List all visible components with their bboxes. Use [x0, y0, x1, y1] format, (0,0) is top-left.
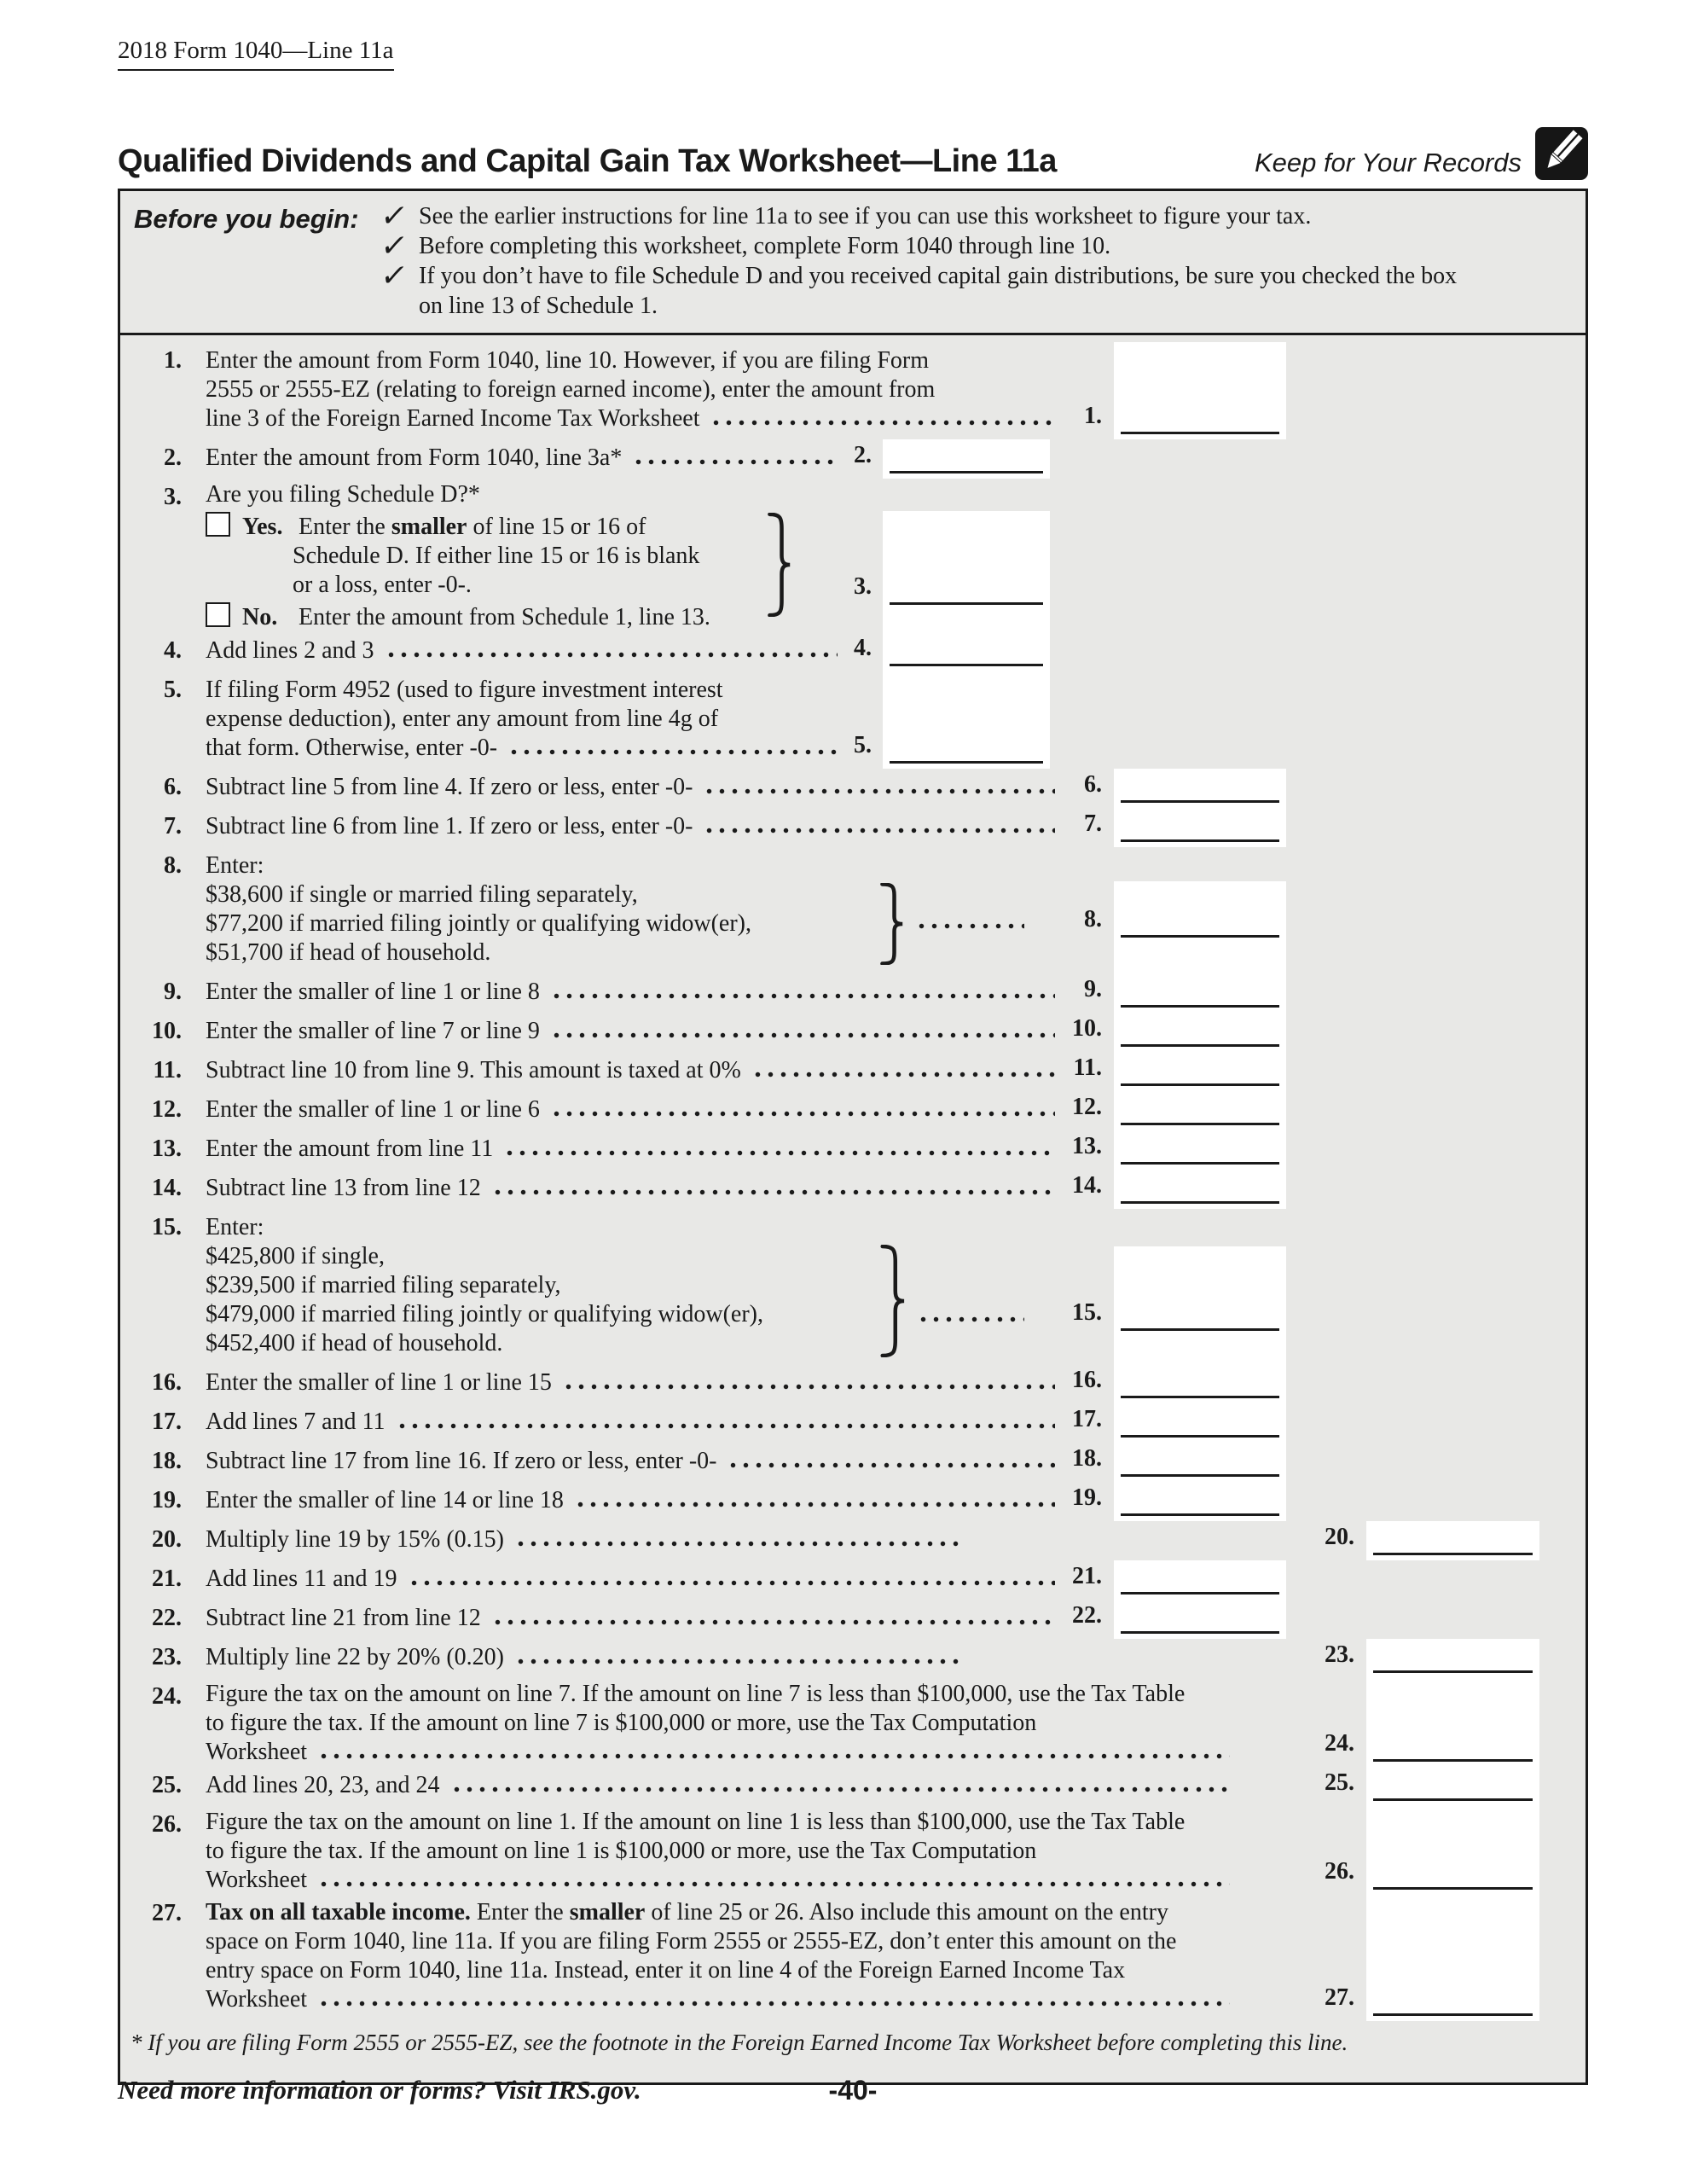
worksheet-line-6: [120, 769, 1586, 808]
entry-label: 5.: [854, 732, 872, 758]
dot-leader: [450, 1771, 1230, 1800]
line-23-amount-field[interactable]: [1366, 1639, 1539, 1678]
entry-underline: [890, 761, 1043, 764]
line-text: to figure the tax. If the amount on line 1 is $100,000 or more, use the Tax Computation: [206, 1838, 1037, 1864]
line-text: Enter the smaller of line 1 or line 15: [206, 1369, 552, 1396]
line-21-amount-field[interactable]: [1114, 1560, 1286, 1600]
line-number: 19.: [152, 1487, 182, 1513]
entry-label: 12.: [1072, 1094, 1102, 1120]
dot-leader: [562, 1368, 1055, 1397]
checkmark-icon: ✓: [378, 258, 410, 293]
dot-leader: [507, 734, 838, 763]
line-16-amount-field[interactable]: [1114, 1364, 1286, 1403]
page-number: -40-: [828, 2075, 878, 2106]
entry-label: 21.: [1072, 1563, 1102, 1589]
line-text: Enter the amount from line 11: [206, 1136, 494, 1162]
line-text: Worksheet: [206, 1986, 308, 2013]
line-text: Subtract line 10 from line 9. This amount is taxed at 0%: [206, 1057, 741, 1083]
checklist-item-text: Before completing this worksheet, complete Form 1040 through line 10.: [419, 233, 1111, 259]
worksheet-line-15: [120, 1209, 1586, 1364]
line-number: 11.: [153, 1057, 182, 1083]
dot-leader: [317, 1866, 1230, 1895]
worksheet-line-1: [120, 342, 1586, 439]
before-checklist: [378, 199, 1577, 321]
line-number: 22.: [152, 1605, 182, 1631]
checkmark-icon: ✓: [378, 229, 410, 263]
entry-label: 25.: [1325, 1769, 1354, 1796]
worksheet-line-4: [120, 632, 1586, 671]
line-text: that form. Otherwise, enter -0-: [206, 735, 498, 761]
entry-label: 8.: [1084, 906, 1102, 932]
entry-label: 16.: [1072, 1367, 1102, 1393]
curly-brace: [878, 1245, 906, 1357]
line-text: Tax on all taxable income. Enter the smaller of line 25 or 26. Also include this amount on the entry: [206, 1899, 1168, 1926]
line-1-amount-field[interactable]: [1114, 342, 1286, 439]
form-reference-header: 2018 Form 1040—Line 11a: [118, 36, 394, 71]
amount-option: $239,500 if married filing separately,: [206, 1272, 561, 1298]
curly-brace: [878, 883, 904, 965]
worksheet-line-17: [120, 1403, 1586, 1443]
yes-checkbox[interactable]: [206, 512, 230, 537]
worksheet-line-14: [120, 1170, 1586, 1209]
entry-underline: [1121, 1396, 1279, 1398]
entry-underline: [1373, 1887, 1533, 1890]
keep-for-records-note: Keep for Your Records: [1254, 148, 1522, 177]
dot-leader: [917, 1314, 1024, 1327]
line-number: 7.: [164, 813, 182, 839]
line-6-amount-field[interactable]: [1114, 769, 1286, 808]
amount-option: $77,200 if married filing jointly or qualifying widow(er),: [206, 910, 751, 937]
checklist-item-continued: [381, 291, 1577, 321]
pencil-icon: [1535, 127, 1588, 180]
worksheet-line-8: [120, 847, 1586, 973]
entry-label: 17.: [1072, 1406, 1102, 1432]
entry-underline: [1373, 1798, 1533, 1801]
line-4-amount-field[interactable]: [883, 632, 1050, 671]
entry-underline: [890, 471, 1043, 473]
worksheet-line-5: [120, 671, 1586, 769]
entry-underline: [1121, 1474, 1279, 1477]
entry-label: 22.: [1072, 1602, 1102, 1629]
line-text: Multiply line 19 by 15% (0.15): [206, 1526, 504, 1553]
line-19-amount-field[interactable]: [1114, 1482, 1286, 1521]
dot-leader: [703, 812, 1055, 841]
amount-option: $51,700 if head of household.: [206, 939, 491, 966]
line-14-amount-field[interactable]: [1114, 1170, 1286, 1209]
entry-underline: [1121, 1044, 1279, 1047]
entry-label: 23.: [1325, 1641, 1354, 1668]
worksheet-line-7: [120, 808, 1586, 847]
worksheet-line-27: [120, 1895, 1586, 2021]
no-option-label: No.: [242, 604, 278, 630]
line-3-amount-field[interactable]: [883, 511, 1050, 632]
curly-brace: [766, 513, 791, 617]
no-option-text: Enter the amount from Schedule 1, line 13.: [299, 604, 710, 630]
dot-leader: [915, 921, 1024, 934]
checklist-item-text: See the earlier instructions for line 11a to see if you can use this worksheet to figure your tax.: [419, 203, 1312, 229]
entry-label: 2.: [854, 442, 872, 468]
entry-label: 10.: [1072, 1015, 1102, 1042]
line-text: Subtract line 17 from line 16. If zero or less, enter -0-: [206, 1448, 717, 1474]
line-number: 8.: [164, 852, 182, 879]
line-number: 9.: [164, 979, 182, 1005]
checklist-item-text: on line 13 of Schedule 1.: [419, 293, 658, 319]
line-22-amount-field[interactable]: [1114, 1600, 1286, 1639]
dot-leader: [574, 1486, 1055, 1515]
line-text: Subtract line 5 from line 4. If zero or less, enter -0-: [206, 774, 693, 800]
entry-underline: [1121, 1513, 1279, 1516]
amount-option: $38,600 if single or married filing separately,: [206, 881, 638, 908]
line-text: Enter the smaller of line 14 or line 18: [206, 1487, 564, 1513]
dot-leader: [550, 1017, 1055, 1046]
checkmark-icon: ✓: [378, 199, 410, 233]
worksheet-line-21: [120, 1560, 1586, 1600]
dot-leader: [751, 1056, 1055, 1085]
line-text: Enter the smaller of line 1 or line 8: [206, 979, 540, 1005]
line-text: Subtract line 13 from line 12: [206, 1175, 481, 1201]
line-text: Enter the amount from Form 1040, line 3a*: [206, 444, 623, 471]
line-text: Worksheet: [206, 1867, 308, 1893]
entry-underline: [1373, 2013, 1533, 2016]
worksheet-line-25: [120, 1767, 1586, 1806]
worksheet-line-20: [120, 1521, 1586, 1560]
worksheet-line-3: [120, 479, 1586, 632]
yes-option-text: Enter the smaller of line 15 or 16 of: [299, 514, 646, 540]
line-text: Figure the tax on the amount on line 1. If the amount on line 1 is less than $100,000, use the Tax Table: [206, 1809, 1186, 1835]
entry-underline: [890, 664, 1043, 666]
yes-option-text: Schedule D. If either line 15 or 16 is blank: [293, 543, 700, 569]
line-text: Worksheet: [206, 1739, 308, 1765]
dot-leader: [385, 636, 838, 665]
entry-underline: [1121, 1005, 1279, 1008]
worksheet-line-13: [120, 1130, 1586, 1170]
dot-leader: [514, 1643, 965, 1672]
worksheet-lines: [120, 335, 1586, 2082]
checklist-item-text: If you don’t have to file Schedule D and you received capital gain distributions, be sure you checked the box: [419, 263, 1458, 289]
line-number: 5.: [164, 677, 182, 703]
entry-label: 9.: [1084, 976, 1102, 1002]
entry-underline: [890, 602, 1043, 605]
asterisk-footnote: * If you are filing Form 2555 or 2555-EZ, see the footnote in the Foreign Earned Income Tax Worksheet before completing this line.: [130, 2030, 1348, 2055]
line-text: expense deduction), enter any amount from line 4g of: [206, 706, 719, 732]
line-text: Add lines 20, 23, and 24: [206, 1772, 440, 1798]
entry-underline: [1121, 839, 1279, 842]
entry-underline: [1373, 1670, 1533, 1673]
checklist-item: [378, 258, 1577, 293]
line-7-amount-field[interactable]: [1114, 808, 1286, 847]
line-text: to figure the tax. If the amount on line 7 is $100,000 or more, use the Tax Computation: [206, 1710, 1037, 1736]
line-number: 14.: [152, 1175, 182, 1201]
line-text: Subtract line 21 from line 12: [206, 1605, 481, 1631]
entry-label: 27.: [1325, 1984, 1354, 2011]
line-13-amount-field[interactable]: [1114, 1130, 1286, 1170]
checklist-item: [378, 229, 1577, 263]
entry-underline: [1121, 1631, 1279, 1634]
line-text: If filing Form 4952 (used to figure investment interest: [206, 677, 723, 703]
line-text: Are you filing Schedule D?*: [206, 481, 480, 508]
line-text: Add lines 7 and 11: [206, 1409, 386, 1435]
line-text: Add lines 11 and 19: [206, 1565, 397, 1592]
line-text: Enter the smaller of line 1 or line 6: [206, 1096, 540, 1123]
entry-underline: [1121, 1162, 1279, 1165]
amount-option: $452,400 if head of household.: [206, 1330, 503, 1356]
line-number: 2.: [164, 444, 182, 471]
line-number: 1.: [164, 347, 182, 374]
entry-underline: [1121, 1592, 1279, 1594]
line-18-amount-field[interactable]: [1114, 1443, 1286, 1482]
line-number: 18.: [152, 1448, 182, 1474]
entry-underline: [1373, 1759, 1533, 1762]
entry-label: 11.: [1073, 1054, 1102, 1081]
worksheet-line-12: [120, 1091, 1586, 1130]
line-text: entry space on Form 1040, line 11a. Instead, enter it on line 4 of the Foreign Earned Income Tax: [206, 1957, 1126, 1984]
line-text: Enter the amount from Form 1040, line 10. However, if you are filing Form: [206, 347, 930, 374]
line-25-amount-field[interactable]: [1366, 1767, 1539, 1806]
yes-option-label: Yes.: [242, 514, 283, 540]
dot-leader: [491, 1604, 1055, 1633]
entry-label: 3.: [854, 573, 872, 600]
dot-leader: [317, 1738, 1230, 1767]
before-you-begin-label: Before you begin:: [134, 204, 359, 234]
line-text: space on Form 1040, line 11a. If you are filing Form 2555 or 2555-EZ, don’t enter this amount on the: [206, 1928, 1177, 1955]
line-number: 25.: [152, 1772, 182, 1798]
line-text: Enter the smaller of line 7 or line 9: [206, 1018, 540, 1044]
line-number: 24.: [152, 1683, 182, 1710]
line-24-amount-field[interactable]: [1366, 1678, 1539, 1767]
entry-underline: [1373, 1553, 1533, 1555]
amount-option: $479,000 if married filing jointly or qualifying widow(er),: [206, 1301, 763, 1327]
entry-underline: [1121, 1123, 1279, 1125]
worksheet-line-16: [120, 1364, 1586, 1403]
entry-label: 7.: [1084, 810, 1102, 837]
line-text: Subtract line 6 from line 1. If zero or less, enter -0-: [206, 813, 693, 839]
line-15-amount-field[interactable]: [1114, 1246, 1286, 1364]
line-number: 6.: [164, 774, 182, 800]
worksheet-line-11: [120, 1052, 1586, 1091]
line-number: 16.: [152, 1369, 182, 1396]
entry-underline: [1121, 432, 1279, 434]
yes-option-text: or a loss, enter -0-.: [293, 572, 472, 598]
entry-label: 13.: [1072, 1133, 1102, 1159]
dot-leader: [703, 773, 1055, 802]
worksheet-line-23: [120, 1639, 1586, 1678]
line-text: Add lines 2 and 3: [206, 637, 374, 664]
line-number: 23.: [152, 1644, 182, 1670]
line-text: line 3 of the Foreign Earned Income Tax Worksheet: [206, 405, 700, 432]
worksheet-title: Qualified Dividends and Capital Gain Tax Worksheet—Line 11a: [118, 143, 1057, 179]
line-number: 3.: [164, 484, 182, 510]
line-5-amount-field[interactable]: [883, 671, 1050, 769]
dot-leader: [491, 1174, 1055, 1203]
entry-underline: [1121, 1435, 1279, 1438]
dot-leader: [317, 1985, 1230, 2014]
entry-label: 18.: [1072, 1445, 1102, 1472]
title-bar: [118, 127, 1588, 180]
entry-underline: [1121, 1083, 1279, 1086]
entry-label: 26.: [1325, 1858, 1354, 1885]
checklist-item: [378, 199, 1577, 233]
line-17-amount-field[interactable]: [1114, 1403, 1286, 1443]
dot-leader: [550, 1095, 1055, 1124]
line-26-amount-field[interactable]: [1366, 1806, 1539, 1895]
line-number: 15.: [152, 1214, 182, 1240]
worksheet-line-19: [120, 1482, 1586, 1521]
worksheet-line-9: [120, 973, 1586, 1013]
dot-leader: [503, 1135, 1055, 1164]
dot-leader: [396, 1408, 1056, 1437]
footer-info-text: Need more information or forms? Visit IRS.gov.: [118, 2075, 641, 2105]
entry-label: 6.: [1084, 771, 1102, 798]
worksheet-line-2: [120, 439, 1586, 479]
entry-label: 19.: [1072, 1484, 1102, 1511]
worksheet-line-18: [120, 1443, 1586, 1482]
dot-leader: [727, 1447, 1055, 1476]
dot-leader: [514, 1525, 965, 1554]
line-text: Multiply line 22 by 20% (0.20): [206, 1644, 504, 1670]
line-number: 13.: [152, 1136, 182, 1162]
entry-underline: [1121, 1201, 1279, 1204]
line-text: 2555 or 2555-EZ (relating to foreign earned income), enter the amount from: [206, 376, 936, 403]
entry-underline: [1121, 800, 1279, 803]
before-you-begin-section: [120, 191, 1586, 335]
entry-label: 24.: [1325, 1730, 1354, 1757]
worksheet-line-10: [120, 1013, 1586, 1052]
dot-leader: [408, 1565, 1056, 1594]
line-9-amount-field[interactable]: [1114, 973, 1286, 1013]
entry-label: 15.: [1072, 1299, 1102, 1326]
line-number: 20.: [152, 1526, 182, 1553]
line-number: 21.: [152, 1565, 182, 1592]
line-12-amount-field[interactable]: [1114, 1091, 1286, 1130]
amount-option: $425,800 if single,: [206, 1243, 385, 1269]
page-footer: [118, 2075, 1588, 2106]
line-number: 10.: [152, 1018, 182, 1044]
line-number: 27.: [152, 1900, 182, 1926]
entry-label: 4.: [854, 635, 872, 661]
entry-underline: [1121, 935, 1279, 938]
dot-leader: [710, 404, 1055, 433]
dot-leader: [550, 978, 1055, 1007]
worksheet-line-26: [120, 1806, 1586, 1895]
line-10-amount-field[interactable]: [1114, 1013, 1286, 1052]
worksheet-line-24: [120, 1678, 1586, 1767]
entry-label: 14.: [1072, 1172, 1102, 1199]
no-checkbox[interactable]: [206, 602, 230, 627]
line-text: Enter:: [206, 1214, 264, 1240]
line-2-amount-field[interactable]: [883, 439, 1050, 479]
line-number: 17.: [152, 1409, 182, 1435]
worksheet-box: [118, 189, 1588, 2085]
line-8-amount-field[interactable]: [1114, 881, 1286, 973]
line-number: 12.: [152, 1096, 182, 1123]
line-number: 4.: [164, 637, 182, 664]
worksheet-line-22: [120, 1600, 1586, 1639]
line-text: Enter:: [206, 852, 264, 879]
line-27-amount-field[interactable]: [1366, 1895, 1539, 2021]
entry-label: 1.: [1084, 403, 1102, 429]
line-text: Figure the tax on the amount on line 7. If the amount on line 7 is less than $100,000, use the Tax Table: [206, 1681, 1186, 1707]
entry-label: 20.: [1325, 1524, 1354, 1550]
line-number: 26.: [152, 1811, 182, 1838]
line-11-amount-field[interactable]: [1114, 1052, 1286, 1091]
line-20-amount-field[interactable]: [1366, 1521, 1539, 1560]
entry-underline: [1121, 1328, 1279, 1331]
